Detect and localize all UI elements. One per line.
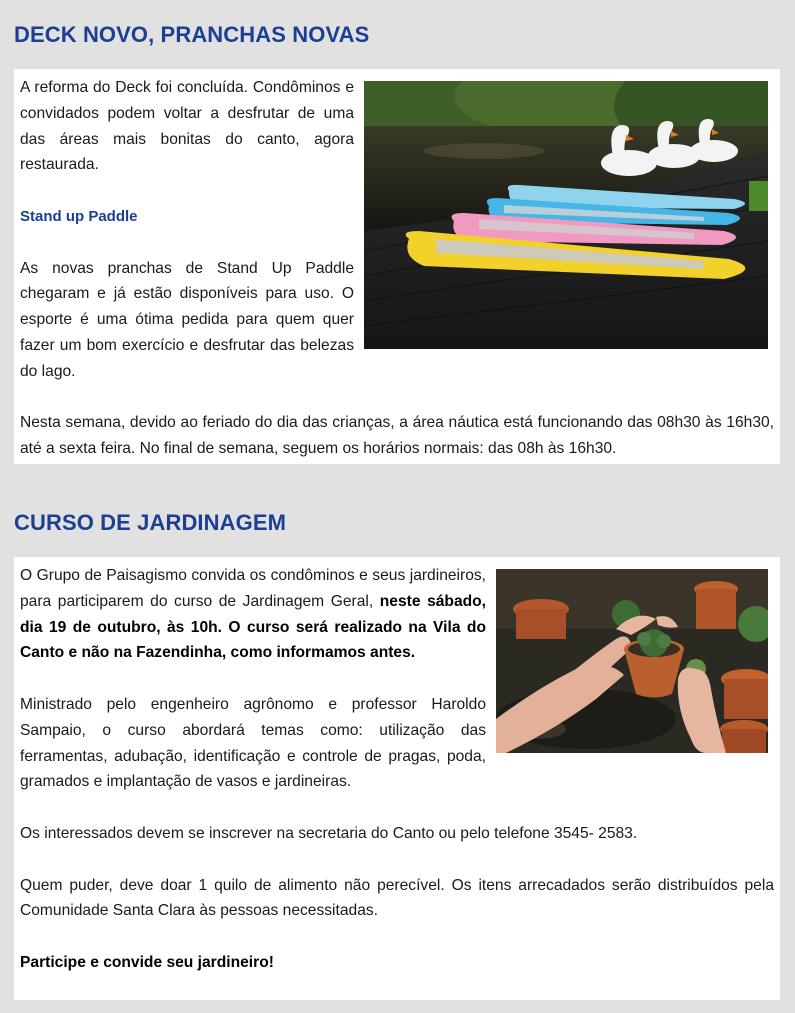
deck-hours-text: Nesta semana, devido ao feriado do dia das crianças, a área náutica está funcionando das 08h30 às 16h30, até a sexta feira. No final de semana, seguem os horários normais: das 08h às 16h30. [20, 414, 774, 458]
garden-signup-text: Os interessados devem se inscrever na secretaria do Canto ou pelo telefone 3545- 2583. [20, 824, 638, 842]
garden-card [14, 557, 780, 1000]
garden-donation-text: Quem puder, deve doar 1 quilo de alimento não perecível. Os itens arrecadados serão distribuídos pela Comunidade Santa Clara às pessoas necessitadas. [20, 876, 774, 920]
paddle-description: As novas pranchas de Stand Up Paddle chegaram e já estão disponíveis para uso. O esporte é uma ótima pedida para quem quer fazer um bom exercício e desfrutar das belezas do lago. [20, 259, 354, 380]
deck-section-title: DECK NOVO, PRANCHAS NOVAS [14, 22, 370, 47]
garden-invite-plain: O Grupo de Paisagismo convida os condôminos e seus jardineiros, para participarem do curso de Jardinagem Geral, [20, 567, 486, 610]
garden-date-notice: neste sábado, dia 19 de outubro, às 10h. O curso será realizado na Vila do Canto e não na Fazendinha, como informamos antes. [20, 592, 486, 662]
garden-section-title: CURSO DE JARDINAGEM [14, 510, 287, 535]
paddle-boards-photo [364, 81, 768, 349]
deck-card [14, 69, 780, 464]
garden-closing-text: Participe e convide seu jardineiro! [20, 953, 274, 971]
paddle-subheading: Stand up Paddle [20, 207, 138, 225]
gardening-photo [496, 569, 768, 753]
deck-intro-text: A reforma do Deck foi concluída. Condôminos e convidados podem voltar a desfrutar de uma das áreas mais bonitas do canto, agora restaurada. [20, 79, 354, 174]
garden-course-description: Ministrado pelo engenheiro agrônomo e professor Haroldo Sampaio, o curso abordará temas como: utilização das ferramentas, adubação, identificação e controle de pragas, poda, gramados e implantação de vasos e jardineiras. [20, 695, 486, 791]
